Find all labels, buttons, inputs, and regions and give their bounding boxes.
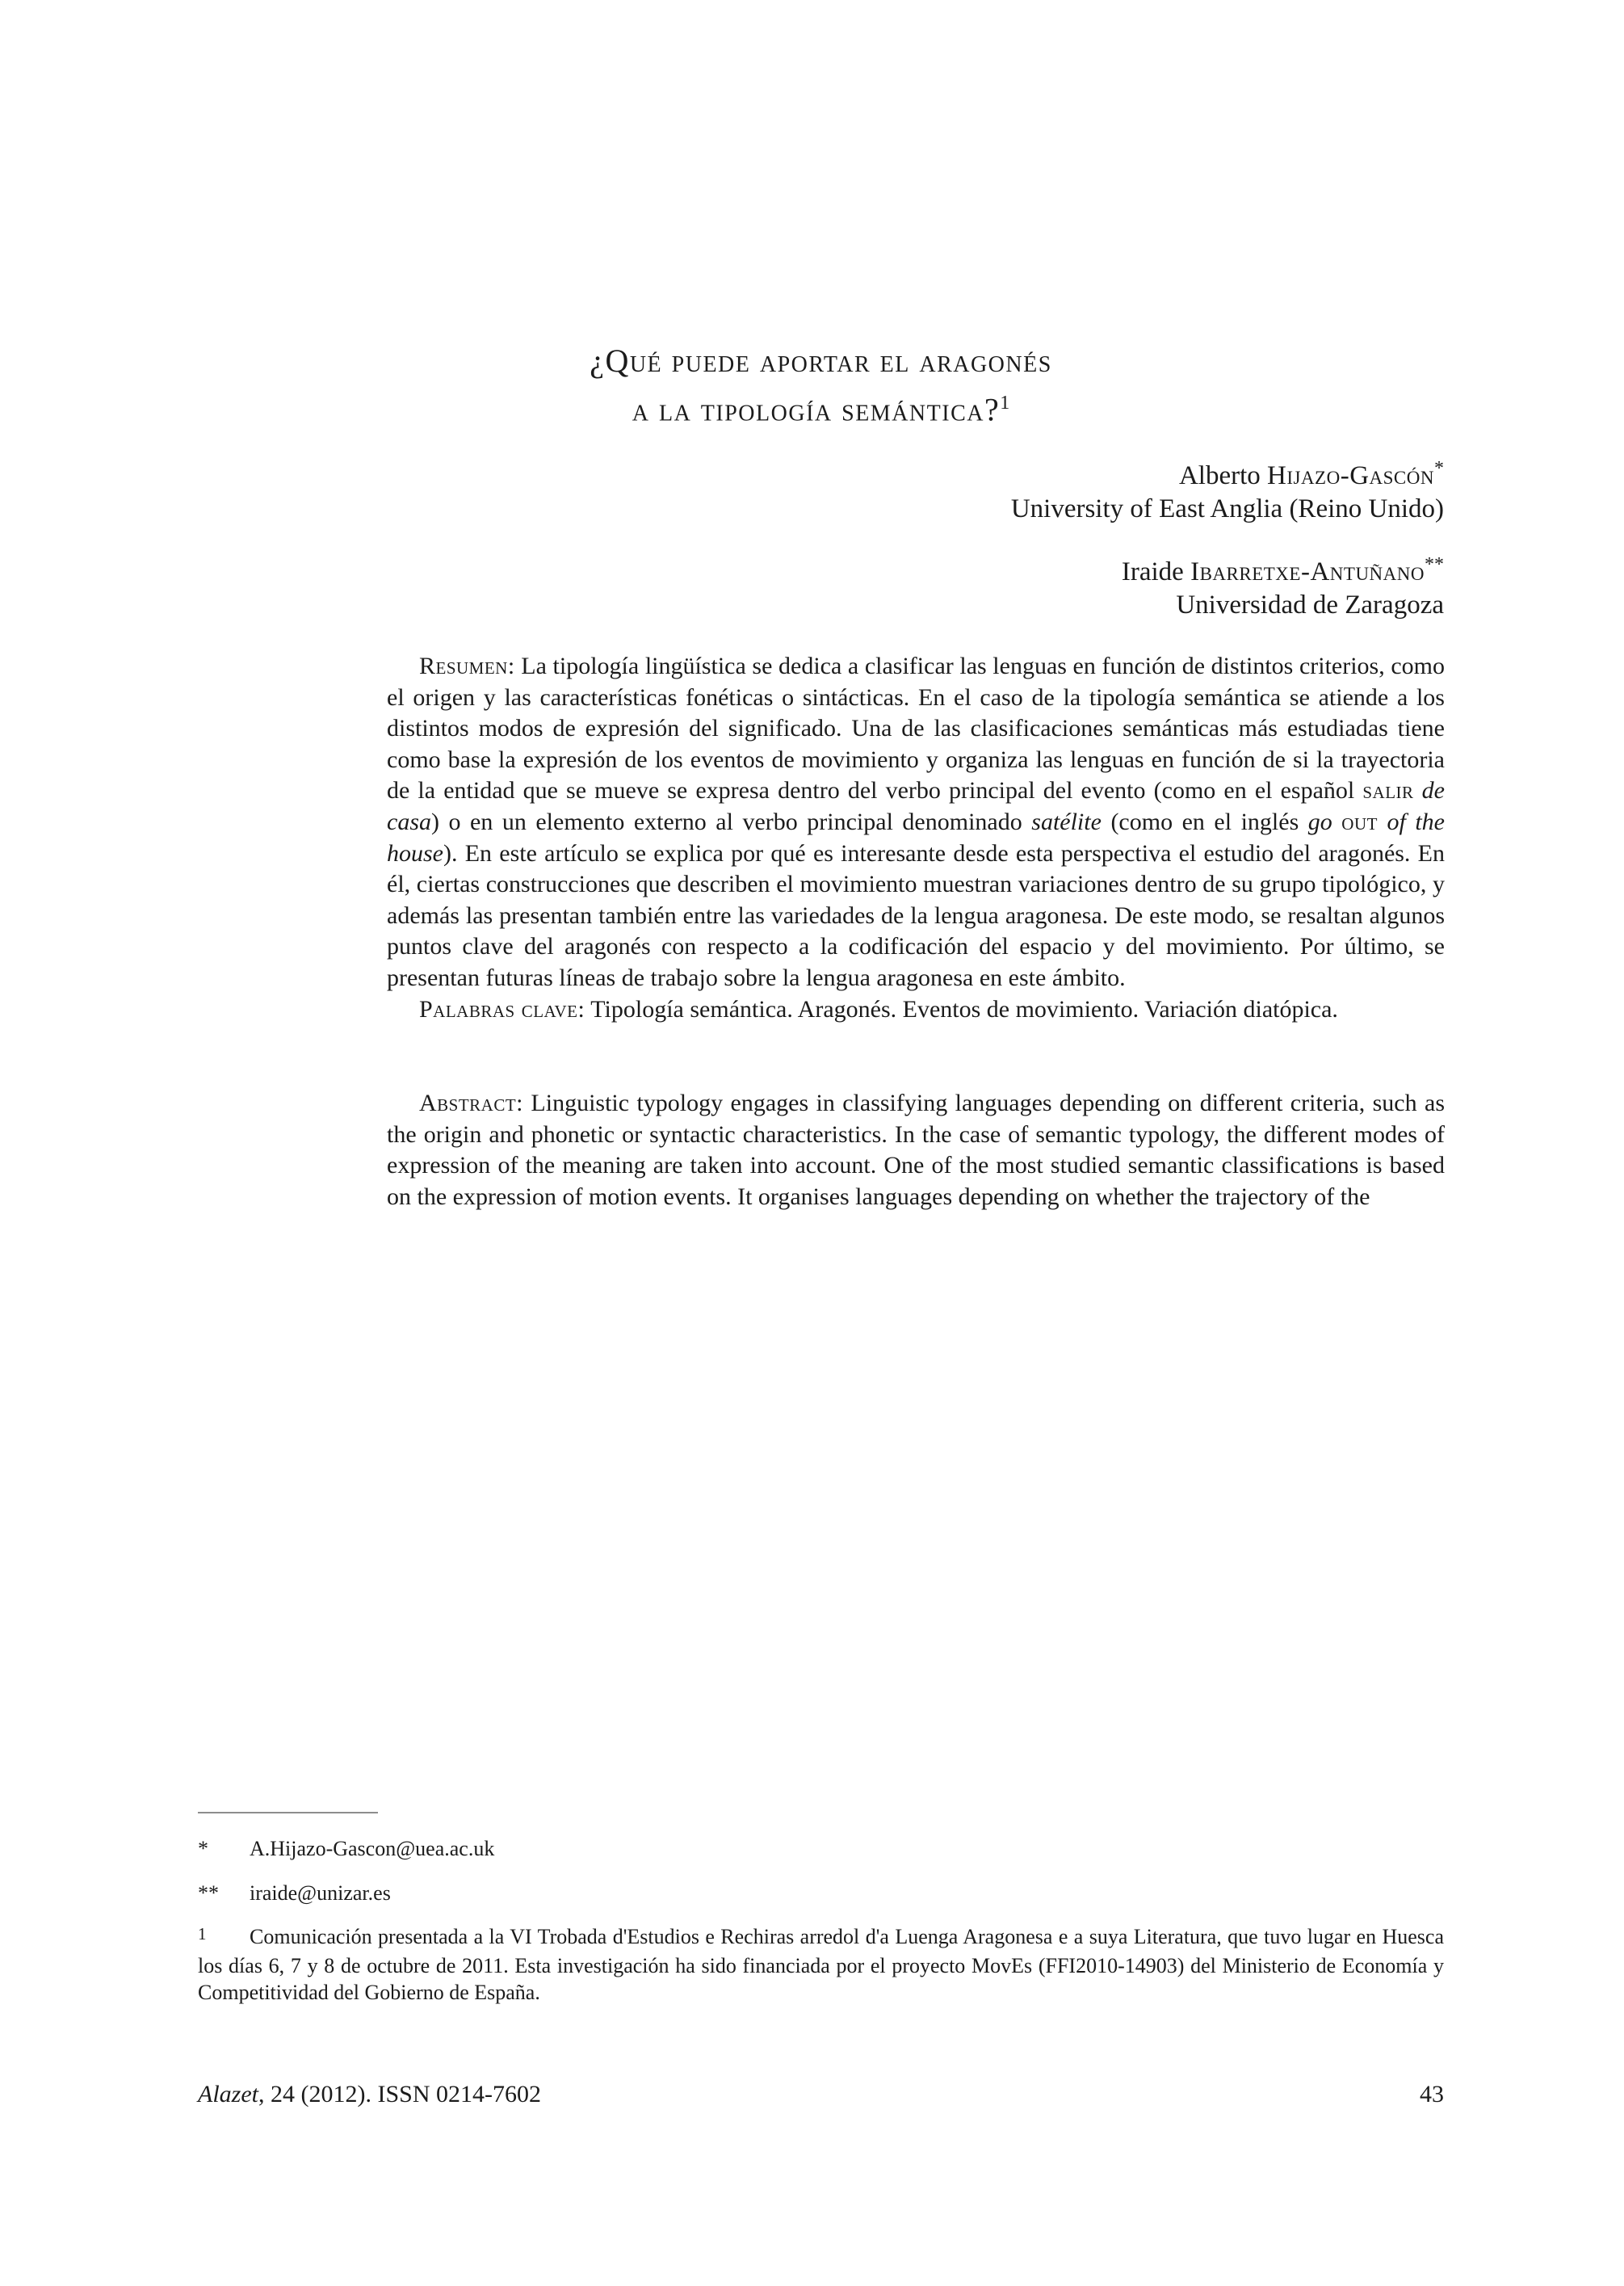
author-2-affiliation: Universidad de Zaragoza — [1176, 590, 1444, 620]
footnote-marker-double-asterisk: ** — [198, 1880, 219, 1905]
resumen-text-1: La tipología lingüística se dedica a clasificar las lenguas en función de distintos criterios, como el origen y las características fonéticas o sintácticas. En el caso de la tipología semántica se atiende a los distintos modos de expresión del significado. Una de las clasificaciones semánticas más estudiadas tiene como base la expresión de los eventos de movimiento y organiza las lenguas en función de si la trayectoria de la entidad que se mueve se expresa dentro del verbo principal del evento (como en el español — [387, 653, 1445, 805]
author-2-surname: Ibarretxe-Antuñano — [1190, 557, 1425, 586]
resumen-example-es: de casa — [387, 777, 1445, 835]
abstract-label: Abstract: — [419, 1090, 524, 1117]
resumen-example-verb-en: out — [1341, 808, 1378, 835]
keywords-paragraph — [387, 994, 1445, 1026]
author-1-surname: Hijazo-Gascón — [1267, 461, 1434, 490]
footnote-separator-rule — [198, 1812, 378, 1813]
title-line-2: a la tipología semántica? — [632, 391, 1001, 428]
article-title — [198, 339, 1444, 431]
author-2-note-ref: ** — [1425, 554, 1444, 575]
journal-issue-info: , 24 (2012). ISSN 0214-7602 — [258, 2081, 541, 2107]
footnote-email-2 — [198, 1880, 1444, 1907]
keywords-label: Palabras clave: — [419, 995, 585, 1023]
resumen-example-en-2: of the house — [387, 808, 1445, 867]
author-1 — [198, 452, 1444, 526]
author-2-given: Iraide — [1121, 557, 1184, 586]
footnote-1-text: Comunicación presentada a la VI Trobada d'Estudios e Rechiras arredol d'a Luenga Aragonesa e a suya Literatura, que tuvo lugar en Huesca los días 6, 7 y 8 de octubre de 2011. Esta investigación ha sido financiada por el proyecto MovEs (FFI2010-14903) del Ministerio de Economía y Competitividad del Gobierno de España. — [198, 1925, 1444, 2004]
resumen-label: Resumen: — [419, 653, 515, 679]
resumen-text-2: ) o en un elemento externo al verbo principal denominado — [431, 808, 1032, 835]
resumen-text-4: ). En este artículo se explica por qué es interesante desde esta perspectiva el estudio del aragonés. En él, ciertas construcciones que describen el movimiento muestran variaciones dentro de su grupo tipológico, y además las presentan también entre las variedades de la lengua aragonesa. De este modo, se resaltan algunos puntos clave del aragonés con respecto a la codificación del espacio y del movimiento. Por último, se presentan futuras líneas de trabajo sobre la lengua aragonesa en este ámbito. — [387, 839, 1445, 991]
author-2-name — [198, 548, 1444, 589]
footnote-marker-asterisk: * — [198, 1837, 208, 1860]
author-1-affiliation: University of East Anglia (Reino Unido) — [1010, 494, 1444, 523]
resumen-text-3: (como en el inglés — [1101, 808, 1308, 835]
journal-citation — [198, 2081, 541, 2108]
title-line-1: ¿Qué puede aportar el aragonés — [590, 342, 1052, 379]
title-block — [198, 339, 1444, 431]
page-number: 43 — [1420, 2081, 1444, 2107]
author-2 — [198, 548, 1444, 622]
abstract-resumen-block — [387, 651, 1445, 1213]
footnotes-block — [198, 1835, 1444, 2023]
page-footer — [198, 2081, 1444, 2108]
abstract-text: Linguistic typology engages in classifying languages depending on different criteria, such as the origin and phonetic or syntactic characteristics. In the case of semantic typology, the different modes of expression of the meaning are taken into account. One of the most studied semantic classifications is based on the expression of motion events. It organises languages depending on whether the trajectory of the — [387, 1090, 1445, 1210]
title-footnote-ref: 1 — [1000, 393, 1010, 414]
author-1-given: Alberto — [1178, 461, 1261, 490]
resumen-term-satelite: satélite — [1031, 808, 1102, 835]
resumen-paragraph — [387, 651, 1445, 994]
journal-name: Alazet — [198, 2081, 258, 2107]
authors-block — [198, 452, 1444, 622]
resumen-example-en-1: go — [1307, 808, 1342, 835]
footnote-1 — [198, 1923, 1444, 2007]
author-1-note-ref: * — [1434, 458, 1444, 479]
author-1-name — [198, 452, 1444, 493]
footnote-email-1 — [198, 1835, 1444, 1863]
footnote-email-1-text: A.Hijazo-Gascon@uea.ac.uk — [250, 1837, 495, 1860]
resumen-example-verb-es: salir — [1362, 777, 1414, 805]
keywords-text: Tipología semántica. Aragonés. Eventos de movimiento. Variación diatópica. — [585, 995, 1338, 1023]
footnote-marker-1: 1 — [198, 1924, 207, 1944]
footnote-email-2-text: iraide@unizar.es — [250, 1880, 391, 1905]
abstract-paragraph — [387, 1088, 1445, 1212]
